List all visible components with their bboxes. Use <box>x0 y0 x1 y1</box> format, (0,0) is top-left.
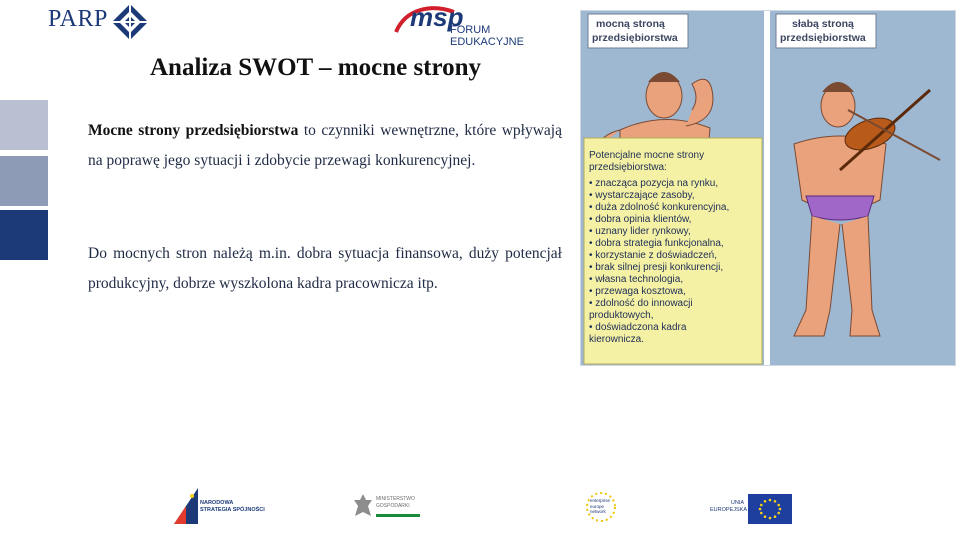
strengths-box-text: Potencjalne mocne strony przedsiębiorstwa: • znacząca pozycja na rynku, • wystarczające zasoby, • duża zdolność konkurencyjna, • dobra opinia klientów, • uznany lider rynkowy, • dobra strategia funkcjonalna, • korzystanie z doświadczeń, • brak silnej presji konkurencji, • własna technologia, • przewaga kosztowa, • zdolność do innowacji produktowych, • doświadczona kadra kierownicza. <box>589 150 730 345</box>
label-strong-line1: mocną stroną <box>596 18 665 30</box>
parp-logo <box>48 2 158 42</box>
ministry-line2: GOSPODARKI <box>376 503 410 509</box>
label-weak-line2: przedsiębiorstwa <box>780 32 866 44</box>
label-weak-line1: słabą stroną <box>792 18 854 30</box>
msp-logo <box>392 2 562 48</box>
een-line2: europe <box>590 503 605 509</box>
footer-logo-ministry <box>352 486 424 530</box>
decor-bar-mid <box>0 156 48 206</box>
een-line1: enterprise <box>590 498 611 503</box>
paragraph-definition-rest: to czynniki wewnętrzne, które wpływają na poprawę jego sytuacji i zdobycie przewagi konkurencyjnej. <box>88 122 562 169</box>
eagle-emblem-icon <box>352 492 374 524</box>
parp-diamond-icon <box>110 2 150 42</box>
ministry-line1: MINISTERSTWO <box>376 496 415 502</box>
msp-subtitle: FORUM EDUKACYJNE <box>450 24 524 48</box>
decor-bar-light <box>0 100 48 150</box>
nss-line1: NARODOWA <box>200 500 234 506</box>
nss-flag-icon <box>172 486 200 526</box>
msp-logo-text: msp <box>410 2 464 32</box>
nss-line2: STRATEGIA SPÓJNOŚCI <box>200 507 265 513</box>
decor-bar-dark <box>0 210 48 260</box>
footer-logo-eu <box>710 486 794 530</box>
footer-logo-nss <box>172 486 272 530</box>
slide-title: Analiza SWOT – mocne strony <box>150 54 482 81</box>
eu-flag-icon <box>748 494 792 524</box>
swot-illustration <box>580 10 956 366</box>
een-line3: network <box>590 509 606 514</box>
label-strong-line2: przedsiębiorstwa <box>592 32 678 44</box>
eu-line1: UNIA <box>730 500 744 506</box>
eu-line2: EUROPEJSKA <box>710 507 747 513</box>
footer-logo-een <box>584 486 624 530</box>
parp-logo-text: PARP <box>48 6 108 32</box>
paragraph-definition-strong: Mocne strony przedsiębiorstwa <box>88 122 299 139</box>
paragraph-examples: Do mocnych stron należą m.in. dobra sytuacja finansowa, duży potencjał produkcyjny, dobrze wyszkolona kadra pracownicza itp. <box>88 245 562 292</box>
paragraph-definition <box>88 116 562 176</box>
